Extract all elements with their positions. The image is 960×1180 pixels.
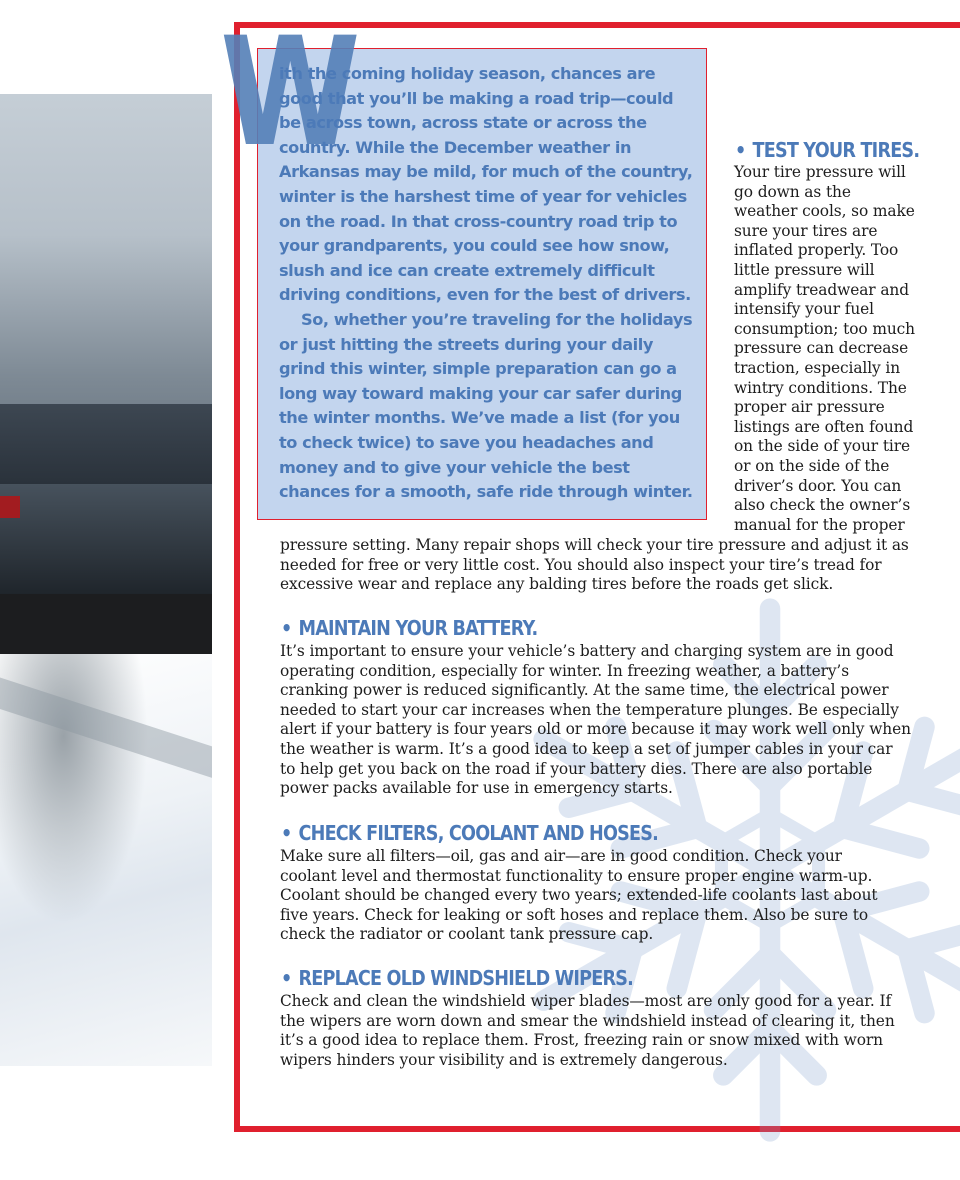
wipers-heading-label: REPLACE OLD WINDSHIELD WIPERS. [298,966,634,990]
intro-paragraph-2: So, whether you’re traveling for the holidays or just hitting the streets during your daily grind this winter, simple preparation can go a long way toward making your car safer during the winter months. We’ve made a list (for you to check twice) to save you headaches and money and to give your vehicle the best chances for a smooth, safe ride through winter. [279,309,693,502]
bullet-icon: • [281,821,292,845]
car-trunk-panel [0,404,212,484]
intro-paragraph-1: ith the coming holiday season, chances are good that you’ll be making a road trip—could be across town, across state or across the country. While the December weather in Arkansas may be mild, for much of the country, winter is the harshest time of year for vehicles on the road. In that cross-country road trip to your grandparents, you could see how snow, slush and ice can create extremely difficult driving conditions, even for the best of drivers. [279,64,693,305]
car-bumper [0,484,212,594]
intro-text [279,62,699,505]
filters-heading [281,821,658,845]
bullet-icon: • [281,966,292,990]
tires-text-wide: pressure setting. Many repair shops will check your tire pressure and adjust it as needed for free or very little cost. You should also inspect your tire’s tread for excessive wear and replace any balding tires before the roads get slick. [280,536,909,594]
tires-text-narrow: Your tire pressure will go down as the weather cools, so make sure your tires are inflated properly. Too little pressure will amplify treadwear and intensify your fuel consumption; too much pressure can decrease traction, especially in wintry conditions. The proper air pressure listings are often found on the side of your tire or on the side of the driver’s door. You can also check the owner’s manual for the proper [734,163,915,534]
filters-text: Make sure all filters—oil, gas and air—are in good condition. Check your coolant level and thermostat functionality to ensure proper engine warm-up. Coolant should be changed every two years; extended-life coolants last about five years. Check for leaking or soft hoses and replace them. Also be sure to check the radiator or coolant tank pressure cap. [280,847,878,944]
bullet-icon: • [281,616,292,640]
battery-heading [281,616,537,640]
car-tail-light [0,496,20,518]
intro-drop-cap: W [220,6,361,180]
wipers-text: Check and clean the windshield wiper blades—most are only good for a year. If the wipers are worn down and smear the windshield instead of clearing it, then it’s a good idea to replace them. Frost, freezing rain or snow mixed with worn wipers hinders your visibility and is extremely dangerous. [280,992,895,1069]
car-in-snow-photo [0,94,212,1066]
bullet-icon: • [735,138,746,162]
battery-heading-label: MAINTAIN YOUR BATTERY. [298,616,538,640]
tires-heading [735,138,919,162]
wipers-heading [281,966,633,990]
battery-text: It’s important to ensure your vehicle’s battery and charging system are in good operating condition, especially for winter. In freezing weather, a battery’s cranking power is reduced significantly. At the same time, the electrical power needed to start your car increases when the temperature plunges. Be especially alert if your battery is four years old or more because it may work well only when the weather is warm. It’s a good idea to keep a set of jumper cables in your car to help get you back on the road if your battery dies. There are also portable power packs available for use in emergency starts. [280,642,911,798]
filters-heading-label: CHECK FILTERS, COOLANT AND HOSES. [298,821,659,845]
tires-heading-label: TEST YOUR TIRES. [752,138,920,162]
